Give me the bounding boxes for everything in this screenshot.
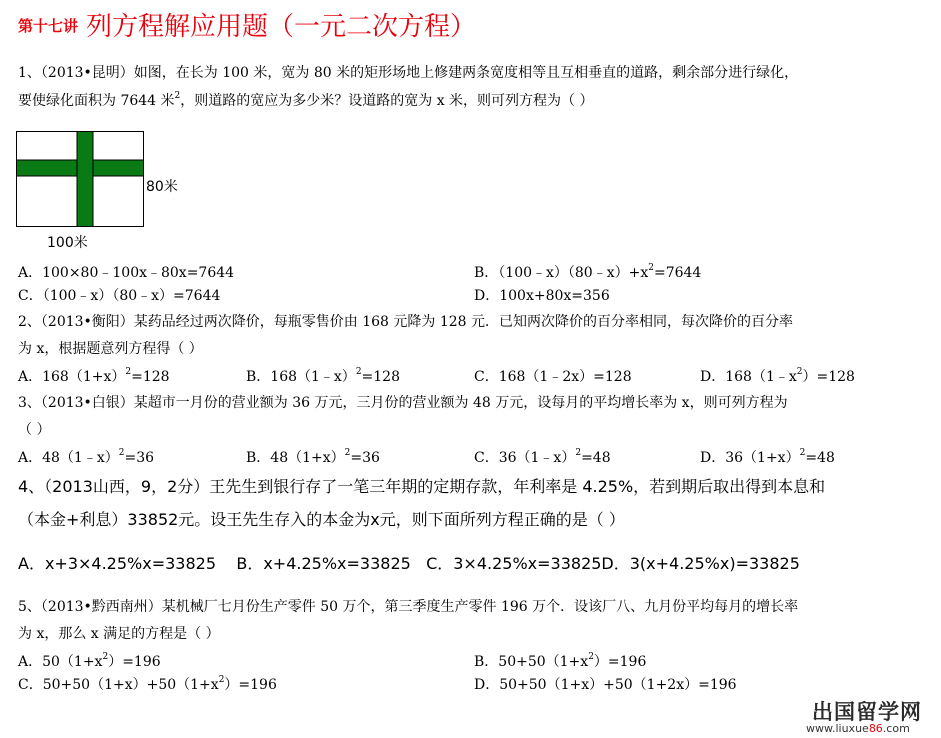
q2-stem-line1: 2、（2013•衡阳）某药品经过两次降价，每瓶零售价由 168 元降为 128 元．已知两次降价的百分率相同，每次降价的百分率 [18,314,794,330]
q5-stem-line2: 为 x，那么 x 满足的方程是（ ） [18,626,220,642]
field-diagram [16,131,144,227]
q1-stem-line2 [18,92,594,110]
q2-option-a-text-end: =128 [131,369,170,385]
q2-option-b-exponent: 2 [355,367,362,377]
q1-figure [16,131,144,227]
q3-option-b-exponent: 2 [344,448,351,458]
q3-option-c-exponent: 2 [575,448,582,458]
q5-option-c-text: C．50+50（1+x）+50（1+x [18,677,219,693]
q3-option-c [474,449,611,467]
q3-option-b-text: B．48（1+x） [246,450,345,466]
lecture-number: 第十七讲 [18,17,79,35]
q2-option-b-text-end: =128 [361,369,400,385]
q4-stem-line1: 4、（2013山西，9，2分）王先生到银行存了一笔三年期的定期存款，年利率是 4.25%，若到期后取出得到本息和 [18,477,826,496]
q3-option-d-exponent: 2 [799,448,806,458]
q5-option-a [18,653,161,671]
q5-option-b [474,653,646,671]
lecture-title: 列方程解应用题（一元二次方程） [86,12,477,42]
q2-option-a-text: A．168（1+x） [18,369,126,385]
q3-option-b-text-end: =36 [350,450,380,466]
watermark-url-suffix: .com [882,722,910,735]
q5-option-c-exponent: 2 [218,675,225,685]
q5-option-c-text-end: ）=196 [224,677,277,693]
q5-option-b-text-end: ）=196 [593,654,647,670]
watermark-url [806,722,910,735]
q2-option-d [700,368,855,386]
page-title [18,6,476,43]
field-height-label: 80米 [146,179,178,195]
q3-stem-line1: 3、（2013•白银）某超市一月份的营业额为 36 万元，三月份的营业额为 48 万元，设每月的平均增长率为 x，则可列方程为 [18,395,788,411]
q2-option-d-exponent: 2 [796,367,803,377]
q3-option-a-exponent: 2 [118,448,125,458]
q1-stem-text: 要使绿化面积为 7644 米 [18,93,175,109]
q1-stem-text-end: ，则道路的宽应为多少米？设道路的宽为 x 米，则可列方程为（ ） [180,93,594,109]
q1-stem-line1: 1、（2013•昆明）如图，在长为 100 米，宽为 80 米的矩形场地上修建两条宽度相等且互相垂直的道路，剩余部分进行绿化， [18,65,799,81]
q3-option-a [18,449,154,467]
q1-option-a: A．100×80﹣100x﹣80x=7644 [18,265,235,281]
q4-options: A．x+3×4.25%x=33825 B．x+4.25%x=33825 C．3×4.25%x=33825D．3(x+4.25%x)=33825 [18,554,800,573]
q1-exponent: 2 [174,91,181,101]
q3-option-d-text-end: =48 [805,450,835,466]
q1-option-b [474,264,701,282]
field-width-label: 100米 [47,235,88,251]
q5-stem-line1: 5、（2013•黔西南州）某机械厂七月份生产零件 50 万个，第三季度生产零件 196 万个．设该厂八、九月份平均每月的增长率 [18,599,799,615]
q3-option-d [700,449,835,467]
q3-option-d-text: D．36（1+x） [700,450,800,466]
watermark-url-text: www.liuxue [806,722,869,735]
q3-option-a-text: A．48（1﹣x） [18,450,119,466]
q4-stem-line2: （本金+利息）33852元。设王先生存入的本金为x元，则下面所列方程正确的是（ ） [18,510,625,529]
q5-option-b-exponent: 2 [588,652,594,662]
q5-option-d: D．50+50（1+x）+50（1+2x）=196 [474,677,737,693]
q2-option-b [246,368,400,386]
q3-option-b [246,449,380,467]
q1-option-b-text: B．（100﹣x）（80﹣x）+x [474,265,649,281]
q3-option-a-text-end: =36 [124,450,155,466]
vertical-road [77,132,93,227]
q1-option-d: D．100x+80x=356 [474,288,610,304]
q1-option-b-text-end: =7644 [653,265,702,281]
q3-option-c-text-end: =48 [581,450,611,466]
q3-option-c-text: C．36（1﹣x） [474,450,576,466]
q2-stem-line2: 为 x，根据题意列方程得（ ） [18,341,203,357]
q2-option-a-exponent: 2 [125,367,132,377]
q2-option-a [18,368,170,386]
q1-option-b-exponent: 2 [648,263,654,273]
q3-stem-line2: （ ） [18,422,51,438]
q5-option-a-exponent: 2 [102,652,109,662]
watermark-url-number: 86 [868,722,883,735]
q5-option-c [18,676,277,694]
q2-option-d-text: D．168（1﹣x [700,369,797,385]
q2-option-d-text-end: ）=128 [802,369,855,385]
q5-option-b-text: B．50+50（1+x [474,654,589,670]
watermark-logo: 出国留学网 [812,700,922,724]
q2-option-b-text: B．168（1﹣x） [246,369,356,385]
q5-option-a-text-end: ）=196 [108,654,161,670]
q1-option-c: C．（100﹣x）（80﹣x）=7644 [18,288,221,304]
q2-option-c: C．168（1﹣2x）=128 [474,369,632,385]
q5-option-a-text: A．50（1+x [18,654,103,670]
